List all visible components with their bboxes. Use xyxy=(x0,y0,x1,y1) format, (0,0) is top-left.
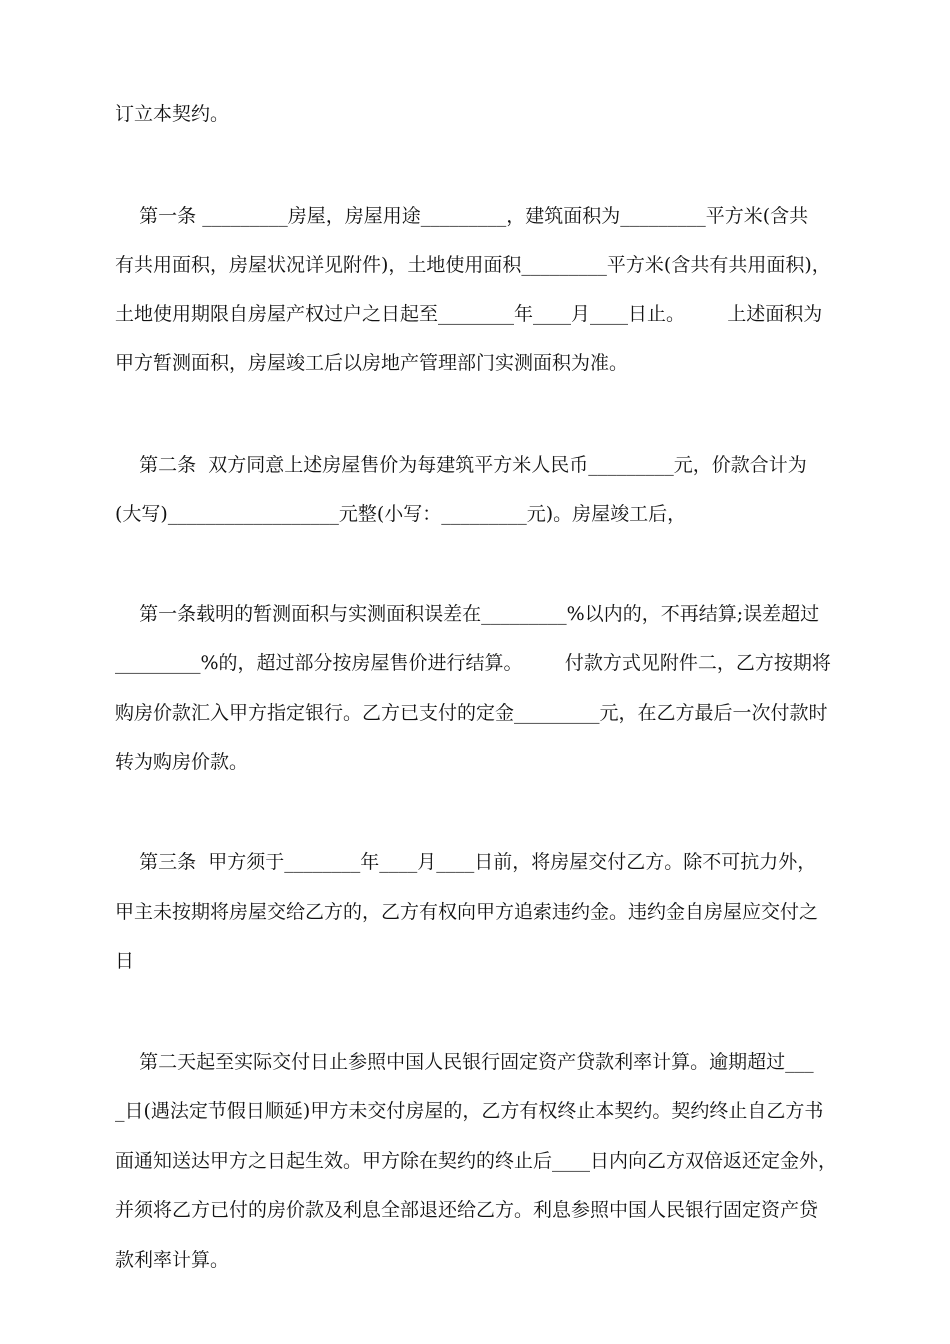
text-line: 第三条 甲方须于________年____月____日前，将房屋交付乙方。除不可抗力外， xyxy=(115,851,817,873)
text-line: 转为购房价款。 xyxy=(115,751,249,773)
text-line: 面通知送达甲方之日起生效。甲方除在契约的终止后____日内向乙方双倍返还定金外， xyxy=(115,1150,838,1172)
text-line: 订立本契约。 xyxy=(115,103,230,125)
text-line: 日 xyxy=(115,950,135,972)
text-line: 并须将乙方已付的房价款及利息全部退还给乙方。利息参照中国人民银行固定资产贷 xyxy=(115,1199,819,1221)
text-line: 甲主未按期将房屋交给乙方的，乙方有权向甲方追索违约金。违约金自房屋应交付之 xyxy=(115,901,819,923)
text-line: 第一条 _________房屋，房屋用途_________，建筑面积为_________平方米(含共 xyxy=(115,205,809,227)
text-line: 款利率计算。 xyxy=(115,1249,230,1271)
text-line: 有共用面积，房屋状况详见附件)，土地使用面积_________平方米(含共有共用面积)， xyxy=(115,254,831,276)
text-line: _________%的，超过部分按房屋售价进行结算。 付款方式见附件二，乙方按期将 xyxy=(115,652,831,674)
text-line: (大写)__________________元整(小写：_________元)。房屋竣工后， xyxy=(115,503,687,525)
text-line: 土地使用期限自房屋产权过户之日起至________年____月____日止。 上述面积为 xyxy=(115,303,823,325)
text-line: 第二天起至实际交付日止参照中国人民银行固定资产贷款利率计算。逾期超过___ xyxy=(115,1051,814,1073)
text-line: _日(遇法定节假日顺延)甲方未交付房屋的，乙方有权终止本契约。契约终止自乙方书 xyxy=(115,1100,824,1122)
text-line: 购房价款汇入甲方指定银行。乙方已支付的定金_________元，在乙方最后一次付款时 xyxy=(115,702,828,724)
text-line: 第一条载明的暂测面积与实测面积误差在_________%以内的，不再结算;误差超过 xyxy=(115,603,820,625)
text-line: 第二条 双方同意上述房屋售价为每建筑平方米人民币_________元，价款合计为 xyxy=(115,454,807,476)
text-line: 甲方暂测面积，房屋竣工后以房地产管理部门实测面积为准。 xyxy=(115,352,629,374)
